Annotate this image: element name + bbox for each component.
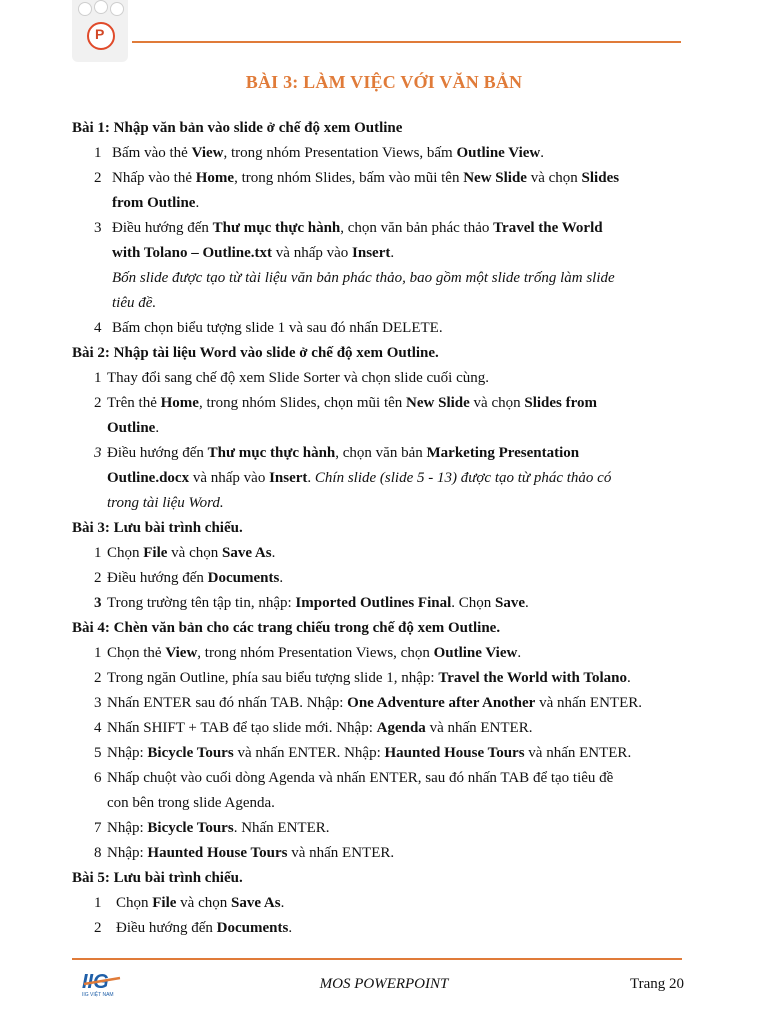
text-run: from Outline [112,195,196,211]
page-title: BÀI 3: LÀM VIỆC VỚI VĂN BẢN [245,72,523,92]
text-run: Save [495,595,526,611]
text-run: Save As [231,895,281,911]
page-number: Trang 20 [629,976,684,992]
text-run: Điều hướng đến [116,920,217,936]
section-heading: Bài 5: Lưu bài trình chiếu. [72,870,243,886]
text-run: . [155,420,160,436]
list-item-text [107,841,394,866]
text-run: Haunted House Tours [384,745,525,761]
list-item-line [72,466,690,491]
list-item-number: 4 [94,320,102,336]
list-item-text [112,291,156,316]
list-item-number: 6 [94,770,102,786]
text-run: , trong nhóm Presentation Views, chọn [197,645,434,661]
list-item-text [107,791,275,816]
text-run: Home [195,170,235,186]
powerpoint-icon [87,22,115,50]
text-run: Nhấp chuột vào cuối dòng Agenda và nhấn ENTER, sau đó nhấn TAB để tạo tiêu đề [107,770,614,786]
text-run: Bicycle Tours [147,820,234,836]
text-run: tiêu đề. [112,295,157,311]
text-run: Marketing Presentation [426,445,580,461]
text-run: View [191,145,224,161]
list-item-text [107,816,330,841]
list-item-line [72,766,690,791]
text-run: Haunted House Tours [147,845,288,861]
badge-dot-icon [94,0,108,14]
text-run: và nhấn ENTER. [535,695,642,711]
text-run: Travel the World [493,220,603,236]
text-run: Nhấn ENTER sau đó nhấn TAB. Nhập: [107,695,348,711]
badge-dot-icon [78,2,92,16]
text-run: . Chọn [451,595,496,611]
list-item-line [72,191,690,216]
list-item-text [116,891,284,916]
text-run: with Tolano – Outline.txt [112,245,273,261]
list-item-line [72,366,690,391]
list-item-line [72,291,690,316]
list-item-number: 7 [94,820,102,836]
text-run: Insert [269,470,308,486]
list-item-line [72,891,690,916]
iig-logo-text: IIG [82,971,109,993]
list-item-text [112,191,199,216]
list-item-number: 2 [94,170,102,186]
list-item-number: 1 [94,370,102,386]
badge-dot-icon [110,2,124,16]
list-item-text [112,241,394,266]
text-run: . [540,145,544,161]
text-run: và nhấn ENTER. Nhập: [233,745,385,761]
text-run: , trong nhóm Slides, chọn mũi tên [198,395,407,411]
text-run: Documents [216,920,289,936]
text-run: Outline.docx [107,470,190,486]
text-run: Trong ngăn Outline, phía sau biểu tượng slide 1, nhập: [107,670,439,686]
list-item-line [72,166,690,191]
text-run: Thư mục thực hành [207,445,336,461]
list-item-text [107,716,532,741]
text-run: Nhập: [107,820,148,836]
list-item-text [107,366,489,391]
list-item-text [107,641,521,666]
list-item-line [72,566,690,591]
list-item-number: 3 [94,695,102,711]
text-run: Chín slide (slide 5 - 13) được tạo từ phác thảo có [314,470,612,486]
list-item-line [72,841,690,866]
text-run: , chọn văn bản [335,445,427,461]
text-run: và chọn [526,170,582,186]
list-item-line [72,741,690,766]
text-run: và nhấp vào [189,470,270,486]
text-run: Chọn [116,895,153,911]
list-item-text [107,766,613,791]
text-run: Nhập: [107,745,148,761]
text-run: Nhấn SHIFT + TAB để tạo slide mới. Nhập: [107,720,377,736]
text-run: New Slide [406,395,470,411]
text-run: Bấm chọn biểu tượng slide 1 và sau đó nhấn DELETE. [112,320,443,336]
text-run: . [525,595,529,611]
text-run: . [307,470,315,486]
list-item-number: 8 [94,845,102,861]
list-item-number: 2 [94,920,102,936]
text-run: . [517,645,522,661]
text-run: và nhấn ENTER. [425,720,533,736]
text-run: , chọn văn bản phác thảo [340,220,494,236]
list-item-text [112,141,544,166]
text-run: Slides from [524,395,598,411]
list-item-number: 1 [94,545,102,561]
list-item-text [107,416,159,441]
list-item-number: 2 [94,570,102,586]
list-item-line [72,666,690,691]
text-run: Điều hướng đến [107,445,208,461]
text-run: Outline [107,420,156,436]
list-item-line [72,916,690,941]
list-item-number: 1 [94,895,102,911]
text-run: và chọn [176,895,231,911]
document-body [72,116,690,941]
section-heading: Bài 1: Nhập văn bản vào slide ở chế độ xem Outline [72,120,403,136]
section-heading: Bài 3: Lưu bài trình chiếu. [72,520,243,536]
text-run: Thay đổi sang chế độ xem Slide Sorter và chọn slide cuối cùng. [107,370,489,386]
text-run: Save As [222,545,272,561]
list-item-text [107,441,579,466]
footer-title: MOS POWERPOINT [319,976,449,992]
header-rule [132,41,681,43]
list-item-text [107,541,275,566]
text-run: , trong nhóm Slides, bấm vào mũi tên [234,170,464,186]
list-item-line [72,316,690,341]
text-run: Bấm vào thẻ [112,145,192,161]
text-run: File [152,895,177,911]
footer-rule [72,958,682,960]
list-item-text [107,566,283,591]
list-item-text [112,266,615,291]
text-run: Bicycle Tours [147,745,234,761]
list-item-text [107,491,224,516]
text-run: Chọn [107,545,144,561]
text-run: Trên thẻ [107,395,161,411]
text-run: Điều hướng đến [112,220,213,236]
list-item-number: 1 [94,645,102,661]
list-item-text [107,691,642,716]
text-run: Home [160,395,199,411]
text-run: , trong nhóm Presentation Views, bấm [223,145,457,161]
list-item-line [72,791,690,816]
list-item-number: 3 [94,595,102,611]
list-item-line [72,241,690,266]
text-run: trong tài liệu Word. [107,495,224,511]
list-item-text [107,466,611,491]
text-run: . [626,670,631,686]
text-run: Documents [207,570,280,586]
iig-logo-subtext: IIG VIỆT NAM [82,992,114,998]
text-run: . [390,245,395,261]
text-run: và chọn [167,545,222,561]
text-run: Bốn slide được tạo từ tài liệu văn bản phác thảo, bao gồm một slide trống làm slide [112,270,615,286]
text-run: . [279,570,284,586]
list-item-number: 2 [94,395,102,411]
text-run: Imported Outlines Final [295,595,452,611]
list-item-number: 2 [94,670,102,686]
text-run: . [195,195,200,211]
list-item-line [72,391,690,416]
text-run: và nhấn ENTER. [287,845,395,861]
text-run: New Slide [463,170,527,186]
list-item-line [72,641,690,666]
text-run: . Nhấn ENTER. [233,820,330,836]
list-item-text [107,391,597,416]
microsoft-logo-badge [72,0,128,62]
list-item-text [112,166,619,191]
list-item-line [72,541,690,566]
list-item-number: 3 [94,445,102,461]
list-item-line [72,591,690,616]
text-run: Outline View [456,145,541,161]
list-item-line [72,141,690,166]
list-item-line [72,491,690,516]
text-run: Agenda [376,720,426,736]
text-run: và chọn [469,395,525,411]
text-run: Chọn thẻ [107,645,166,661]
section-heading: Bài 2: Nhập tài liệu Word vào slide ở chế độ xem Outline. [72,345,439,361]
text-run: Travel the World with Tolano [438,670,627,686]
text-run: View [165,645,198,661]
list-item-text [116,916,292,941]
text-run: . [280,895,285,911]
text-run: Outline View [433,645,518,661]
list-item-line [72,816,690,841]
list-item-line [72,416,690,441]
list-item-line [72,441,690,466]
list-item-text [107,741,631,766]
text-run: Nhấp vào thẻ [112,170,196,186]
list-item-line [72,716,690,741]
list-item-number: 4 [94,720,102,736]
list-item-text [112,216,603,241]
list-item-line [72,216,690,241]
text-run: Slides [581,170,620,186]
text-run: và nhấp vào [272,245,353,261]
text-run: Nhập: [107,845,148,861]
list-item-text [107,666,631,691]
list-item-line [72,691,690,716]
text-run: . [271,545,276,561]
list-item-number: 3 [94,220,102,236]
text-run: Trong trường tên tập tin, nhập: [107,595,296,611]
text-run: và nhấn ENTER. [524,745,632,761]
list-item-number: 5 [94,745,102,761]
text-run: File [143,545,168,561]
text-run: One Adventure after Another [347,695,536,711]
text-run: con bên trong slide Agenda. [107,795,275,811]
section-heading: Bài 4: Chèn văn bản cho các trang chiếu trong chế độ xem Outline. [72,620,501,636]
text-run: Thư mục thực hành [212,220,341,236]
list-item-text [107,591,529,616]
list-item-text [112,316,443,341]
text-run: Insert [352,245,391,261]
list-item-line [72,266,690,291]
text-run: Điều hướng đến [107,570,208,586]
text-run: . [288,920,293,936]
list-item-number: 1 [94,145,102,161]
